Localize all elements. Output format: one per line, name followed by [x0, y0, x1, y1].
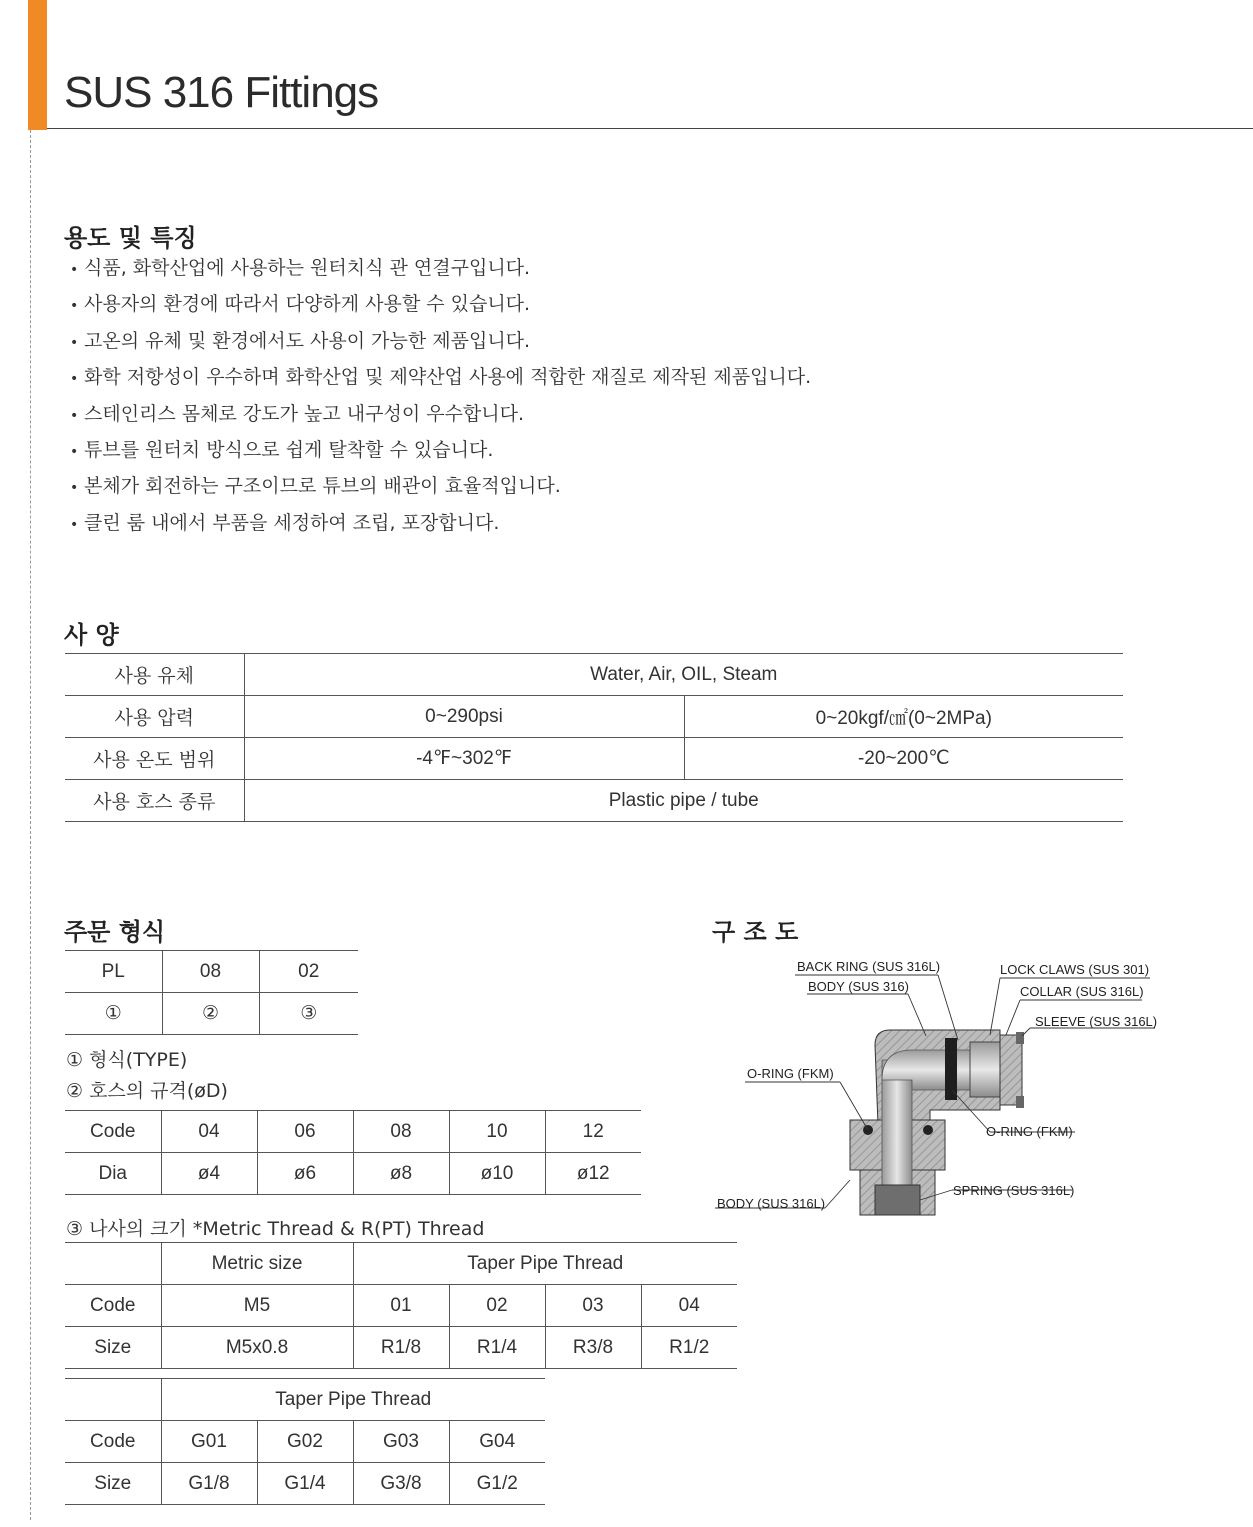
bullet: • — [70, 262, 79, 278]
row-label: Code — [90, 1294, 136, 1316]
hose-code: 12 — [545, 1111, 641, 1153]
table-row — [65, 1327, 737, 1369]
spec-label: 사용 압력 — [114, 707, 194, 729]
spring-section — [875, 1185, 920, 1215]
hose-code: 04 — [161, 1111, 257, 1153]
table-row — [65, 951, 358, 993]
row-label: Dia — [98, 1162, 127, 1184]
label-sleeve: SLEEVE (SUS 316L) — [1035, 1014, 1158, 1029]
order-code-table — [65, 950, 358, 1035]
spec-value: Plastic pipe / tube — [244, 780, 1123, 822]
spec-value: 0~20kgf/㎠(0~2MPa) — [684, 696, 1123, 738]
header-accent-bar — [28, 0, 47, 130]
collar — [1000, 1035, 1022, 1105]
taper-header: Taper Pipe Thread — [353, 1243, 737, 1285]
order-code: 02 — [259, 951, 358, 993]
g-code: G02 — [257, 1421, 353, 1463]
spec-label: 사용 유체 — [114, 665, 194, 687]
leader-body-bottom — [825, 1180, 850, 1208]
order-code: PL — [101, 960, 125, 982]
hose-dia: ø6 — [257, 1153, 353, 1195]
row-label: Size — [94, 1336, 132, 1358]
row-label: Size — [94, 1472, 132, 1494]
features-list — [70, 253, 811, 544]
spec-value: -20~200℃ — [684, 738, 1123, 780]
thread-code: 02 — [449, 1285, 545, 1327]
thread-size-table — [65, 1242, 737, 1369]
table-row — [65, 780, 1123, 822]
spec-heading: 사 양 — [64, 621, 119, 649]
hose-note: ② 호스의 규격(øD) — [66, 1080, 228, 1102]
table-row — [65, 1111, 641, 1153]
bullet: • — [70, 371, 79, 388]
features-heading: 용도 및 특징 — [64, 224, 197, 252]
g-code: G03 — [353, 1421, 449, 1463]
label-oring-right: O-RING (FKM) — [986, 1124, 1073, 1139]
bullet: • — [70, 334, 79, 351]
table-row — [65, 1463, 545, 1505]
feature-text: 스테인리스 몸체로 강도가 높고 내구성이 우수합니다. — [84, 402, 525, 425]
blank-cell — [65, 1243, 161, 1285]
bullet: • — [70, 407, 79, 424]
table-row — [65, 1153, 641, 1195]
thread-size: R1/8 — [353, 1327, 449, 1369]
list-item — [70, 253, 811, 289]
thread-code: 04 — [641, 1285, 737, 1327]
table-row — [65, 1421, 545, 1463]
thread-size: M5x0.8 — [161, 1327, 353, 1369]
g-code: G04 — [449, 1421, 545, 1463]
label-lock-claws: LOCK CLAWS (SUS 301) — [1000, 962, 1150, 977]
page-title: SUS 316 Fittings — [64, 68, 379, 117]
hose-dia: ø12 — [545, 1153, 641, 1195]
order-mark: ① — [104, 1003, 122, 1024]
bullet: • — [70, 516, 79, 533]
order-mark: ③ — [259, 993, 358, 1035]
g-size: G1/8 — [161, 1463, 257, 1505]
list-item — [70, 289, 811, 325]
row-label: Code — [90, 1120, 136, 1142]
g-size: G1/4 — [257, 1463, 353, 1505]
thread-code: 01 — [353, 1285, 449, 1327]
table-row — [65, 993, 358, 1035]
spec-label: 사용 호스 종류 — [93, 791, 216, 813]
hose-code: 06 — [257, 1111, 353, 1153]
g-size: G1/2 — [449, 1463, 545, 1505]
list-item — [70, 508, 811, 544]
g-thread-table — [65, 1378, 545, 1505]
leader-collar — [1006, 1000, 1020, 1035]
hose-code: 08 — [353, 1111, 449, 1153]
fitting-structure-diagram — [700, 950, 1220, 1240]
feature-text: 사용자의 환경에 따라서 다양하게 사용할 수 있습니다. — [84, 293, 531, 316]
thread-code: M5 — [161, 1285, 353, 1327]
margin-dashed-line — [30, 130, 31, 1520]
label-collar: COLLAR (SUS 316L) — [1020, 984, 1144, 999]
order-mark: ② — [162, 993, 259, 1035]
spec-value: 0~290psi — [244, 696, 684, 738]
title-divider — [47, 128, 1253, 129]
spec-value: Water, Air, OIL, Steam — [244, 654, 1123, 696]
thread-size: R1/2 — [641, 1327, 737, 1369]
order-heading: 주문 형식 — [64, 918, 166, 946]
thread-note: ③ 나사의 크기 *Metric Thread & R(PT) Thread — [66, 1218, 485, 1240]
list-item — [70, 471, 811, 507]
g-code: G01 — [161, 1421, 257, 1463]
feature-text: 식품, 화학산업에 사용하는 원터치식 관 연결구입니다. — [84, 257, 531, 279]
thread-code: 03 — [545, 1285, 641, 1327]
structure-heading: 구 조 도 — [712, 918, 799, 946]
hose-dia: ø10 — [449, 1153, 545, 1195]
spec-table — [65, 653, 1123, 822]
table-row — [65, 738, 1123, 780]
taper-header: Taper Pipe Thread — [161, 1379, 545, 1421]
bullet: • — [70, 480, 79, 497]
row-label: Code — [90, 1430, 136, 1452]
hose-size-table — [65, 1110, 641, 1195]
order-code: 08 — [162, 951, 259, 993]
blank-cell — [65, 1379, 161, 1421]
o-ring-right — [945, 1038, 957, 1100]
label-body-top: BODY (SUS 316) — [808, 979, 909, 994]
hose-dia: ø4 — [161, 1153, 257, 1195]
hose-dia: ø8 — [353, 1153, 449, 1195]
spec-label: 사용 온도 범위 — [93, 749, 216, 771]
feature-text: 튜브를 원터치 방식으로 쉽게 탈착할 수 있습니다. — [84, 438, 494, 461]
table-row — [65, 1379, 545, 1421]
list-item — [70, 362, 811, 398]
list-item — [70, 326, 811, 362]
thread-size: R3/8 — [545, 1327, 641, 1369]
sleeve-bottom — [1016, 1096, 1024, 1108]
bullet: • — [70, 443, 79, 460]
spec-value: -4℉~302℉ — [244, 738, 684, 780]
thread-size: R1/4 — [449, 1327, 545, 1369]
type-note: ① 형식(TYPE) — [66, 1049, 188, 1071]
leader-lock-claws — [990, 978, 1000, 1035]
sleeve — [1016, 1032, 1024, 1044]
feature-text: 클린 룸 내에서 부품을 세정하여 조립, 포장합니다. — [84, 511, 500, 534]
hose-code: 10 — [449, 1111, 545, 1153]
table-row — [65, 696, 1123, 738]
list-item — [70, 435, 811, 471]
metric-header: Metric size — [161, 1243, 353, 1285]
label-spring: SPRING (SUS 316L) — [953, 1183, 1075, 1198]
table-row — [65, 1285, 737, 1327]
list-item — [70, 399, 811, 435]
label-body-bottom: BODY (SUS 316L) — [717, 1196, 826, 1211]
bullet: • — [70, 298, 79, 315]
o-ring-left-2 — [923, 1125, 933, 1135]
label-oring-left: O-RING (FKM) — [747, 1066, 834, 1081]
feature-text: 화학 저항성이 우수하며 화학산업 및 제약산업 사용에 적합한 재질로 제작된 제품입니다. — [84, 366, 812, 389]
feature-text: 고온의 유체 및 환경에서도 사용이 가능한 제품입니다. — [84, 329, 531, 352]
label-back-ring: BACK RING (SUS 316L) — [797, 959, 941, 974]
g-size: G3/8 — [353, 1463, 449, 1505]
table-row — [65, 1243, 737, 1285]
feature-text: 본체가 회전하는 구조이므로 튜브의 배관이 효율적입니다. — [84, 475, 561, 498]
table-row — [65, 654, 1123, 696]
